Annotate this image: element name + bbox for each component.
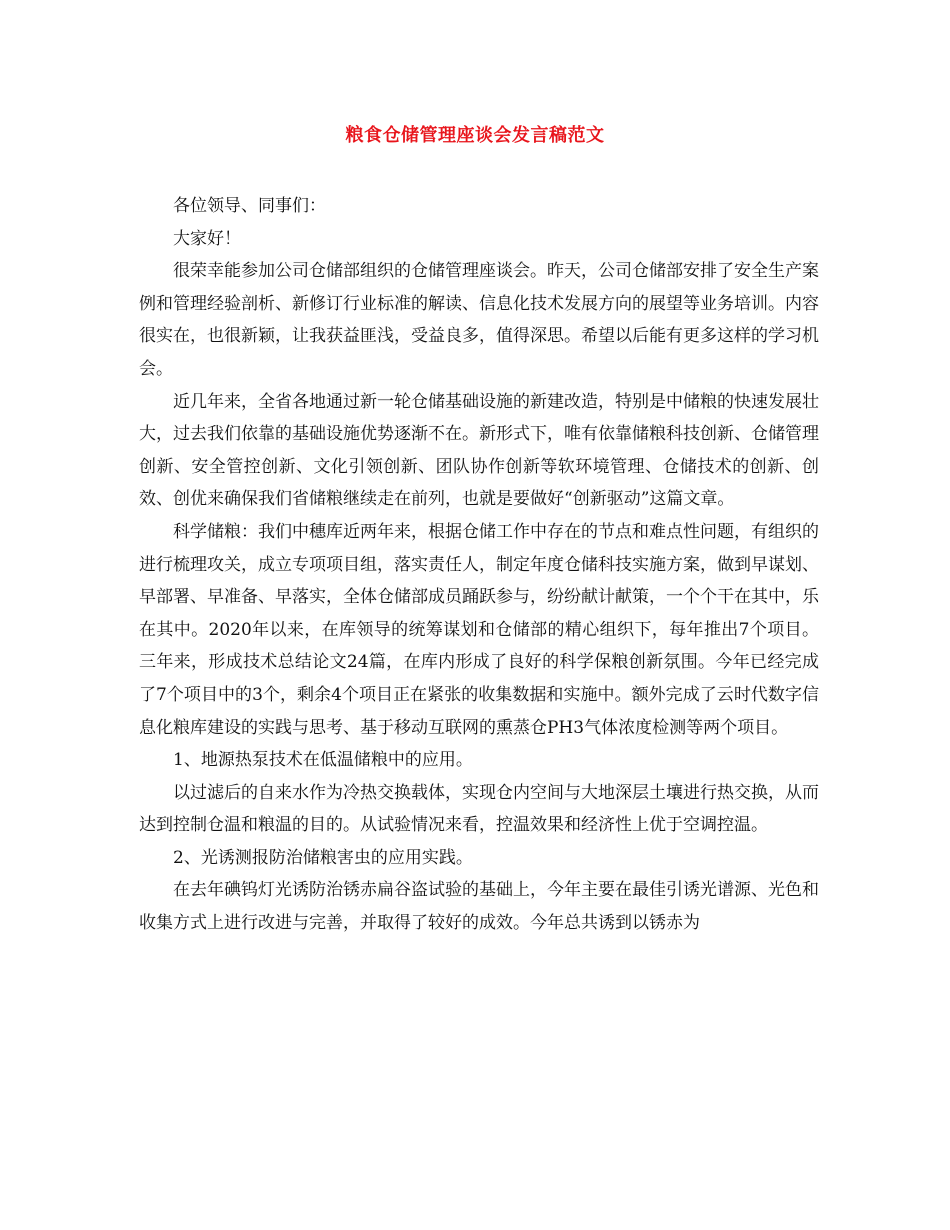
body-paragraph: 以过滤后的自来水作为冷热交换载体，实现仓内空间与大地深层土壤进行热交换，从而达到控制仓温和粮温的目的。从试验情况来看，控温效果和经济性上优于空调控温。 xyxy=(139,782,819,836)
document-title: 粮食仓储管理座谈会发言稿范文 xyxy=(345,125,605,146)
body-paragraph: 近几年来，全省各地通过新一轮仓储基础设施的新建改造，特别是中储粮的快速发展壮大，过去我们依靠的基础设施优势逐渐不在。新形式下，唯有依靠储粮科技创新、仓储管理创新、安全管控创新、文化引领创新、团队协作创新等软环境管理、仓储技术的创新、创效、创优来确保我们省储粮继续走在前列，也就是要做好“创新驱动”这篇文章。 xyxy=(139,391,819,510)
body-paragraph: 科学储粮：我们中穗库近两年来，根据仓储工作中存在的节点和难点性问题，有组织的进行梳理攻关，成立专项项目组，落实责任人，制定年度仓储科技实施方案，做到早谋划、早部署、早准备、早落实，全体仓储部成员踊跃参与，纷纷献计献策，一个个干在其中，乐在其中。2020年以来，在库领导的统筹谋划和仓储部的精心组织下，每年推出7个项目。三年来，形成技术总结论文24篇，在库内形成了良好的科学保粮创新氛围。今年已经完成了7个项目中的3个，剩余4个项目正在紧张的收集数据和实施中。额外完成了云时代数字信息化粮库建设的实践与思考、基于移动互联网的熏蒸仓PH3气体浓度检测等两个项目。 xyxy=(139,521,819,738)
body-paragraph: 在去年碘钨灯光诱防治锈赤扁谷盗试验的基础上，今年主要在最佳引诱光谱源、光色和收集方式上进行改进与完善，并取得了较好的成效。今年总共诱到以锈赤为 xyxy=(139,880,819,934)
greeting: 大家好！ xyxy=(173,228,241,249)
item-heading: 2、光诱测报防治储粮害虫的应用实践。 xyxy=(173,847,473,868)
body-paragraph: 很荣幸能参加公司仓储部组织的仓储管理座谈会。昨天，公司仓储部安排了安全生产案例和管理经验剖析、新修订行业标准的解读、信息化技术发展方向的展望等业务培训。内容很实在，也很新颖，让我获益匪浅，受益良多，值得深思。希望以后能有更多这样的学习机会。 xyxy=(139,261,819,379)
salutation: 各位领导、同事们： xyxy=(173,196,326,216)
item-heading: 1、地源热泵技术在低温储粮中的应用。 xyxy=(173,750,473,771)
document-body xyxy=(139,190,819,940)
